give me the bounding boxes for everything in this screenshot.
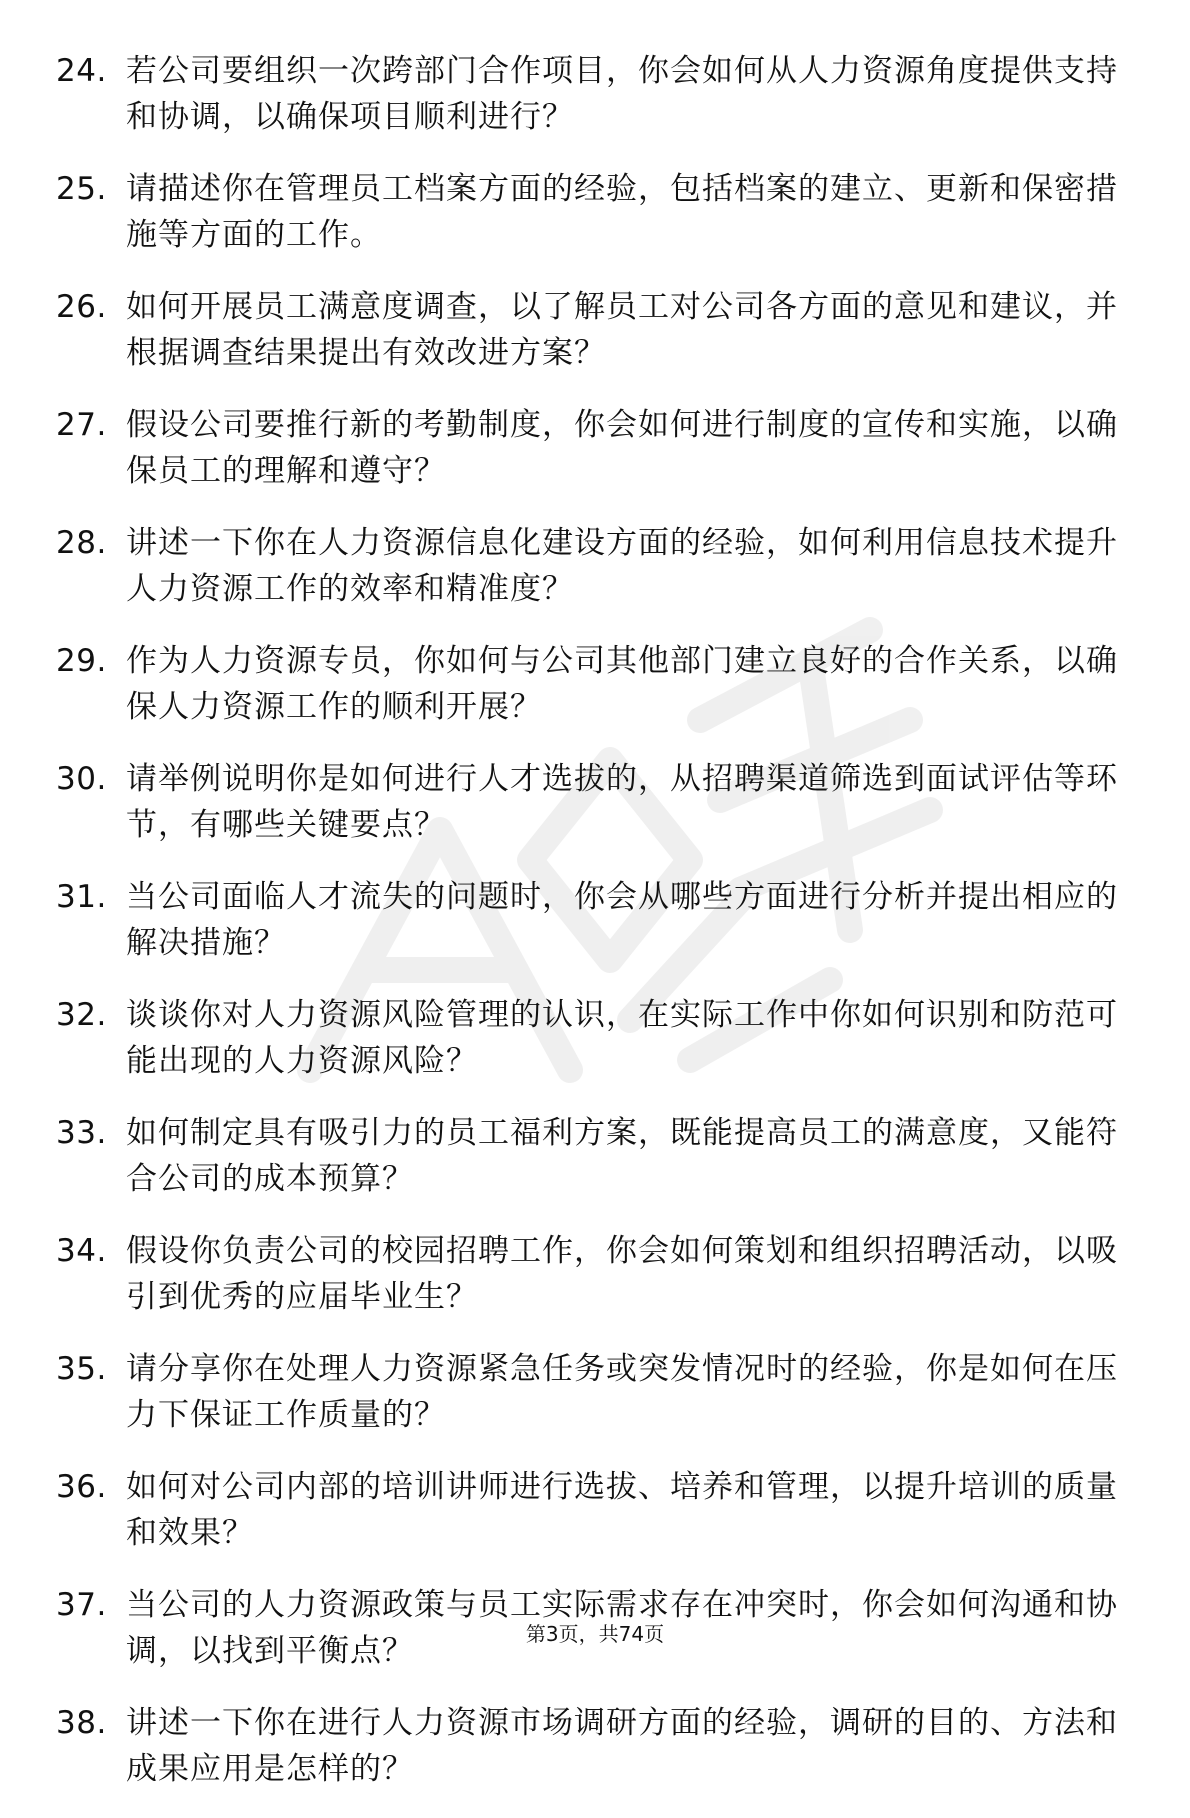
question-number: 26. [56,289,107,325]
question-text: 如何开展员工满意度调查，以了解员工对公司各方面的意见和建议，并根据调查结果提出有效改进方案？ [126,289,1118,371]
question-item [56,1700,1136,1818]
question-number: 34. [56,1233,107,1269]
question-number: 35. [56,1351,107,1387]
question-number: 25. [56,171,107,207]
question-number: 36. [56,1469,107,1505]
question-text: 讲述一下你在进行人力资源市场调研方面的经验，调研的目的、方法和成果应用是怎样的？ [126,1705,1118,1787]
question-item [56,166,1136,284]
question-item [56,48,1136,166]
page-footer [0,1620,1190,1648]
question-number: 32. [56,997,107,1033]
question-text: 如何对公司内部的培训讲师进行选拔、培养和管理，以提升培训的质量和效果？ [126,1469,1118,1551]
question-text: 讲述一下你在人力资源信息化建设方面的经验，如何利用信息技术提升人力资源工作的效率和精准度？ [126,525,1118,607]
question-text: 假设你负责公司的校园招聘工作，你会如何策划和组织招聘活动，以吸引到优秀的应届毕业生？ [126,1233,1118,1315]
question-text: 作为人力资源专员，你如何与公司其他部门建立良好的合作关系，以确保人力资源工作的顺利开展？ [126,643,1118,725]
question-number: 37. [56,1587,107,1623]
question-item [56,1228,1136,1346]
question-text: 请描述你在管理员工档案方面的经验，包括档案的建立、更新和保密措施等方面的工作。 [126,171,1118,253]
question-item [56,1110,1136,1228]
question-item [56,992,1136,1110]
page-number-label: 第3页，共74页 [525,1622,665,1646]
question-text: 当公司面临人才流失的问题时，你会从哪些方面进行分析并提出相应的解决措施？ [126,879,1118,961]
question-text: 请举例说明你是如何进行人才选拔的，从招聘渠道筛选到面试评估等环节，有哪些关键要点？ [126,761,1118,843]
question-number: 27. [56,407,107,443]
question-item [56,284,1136,402]
question-item [56,874,1136,992]
question-text: 若公司要组织一次跨部门合作项目，你会如何从人力资源角度提供支持和协调，以确保项目顺利进行？ [126,53,1118,135]
question-item [56,756,1136,874]
question-text: 如何制定具有吸引力的员工福利方案，既能提高员工的满意度，又能符合公司的成本预算？ [126,1115,1118,1197]
question-number: 29. [56,643,107,679]
question-item [56,1464,1136,1582]
question-text: 当公司的人力资源政策与员工实际需求存在冲突时，你会如何沟通和协调，以找到平衡点？ [126,1587,1118,1669]
question-number: 24. [56,53,107,89]
question-item [56,402,1136,520]
question-item [56,638,1136,756]
question-list [56,48,1136,1818]
question-number: 30. [56,761,107,797]
question-number: 28. [56,525,107,561]
question-text: 谈谈你对人力资源风险管理的认识，在实际工作中你如何识别和防范可能出现的人力资源风险？ [126,997,1118,1079]
question-number: 38. [56,1705,107,1741]
question-text: 假设公司要推行新的考勤制度，你会如何进行制度的宣传和实施，以确保员工的理解和遵守？ [126,407,1118,489]
question-text: 请分享你在处理人力资源紧急任务或突发情况时的经验，你是如何在压力下保证工作质量的？ [126,1351,1118,1433]
question-item [56,520,1136,638]
question-number: 31. [56,879,107,915]
question-number: 33. [56,1115,107,1151]
question-item [56,1346,1136,1464]
